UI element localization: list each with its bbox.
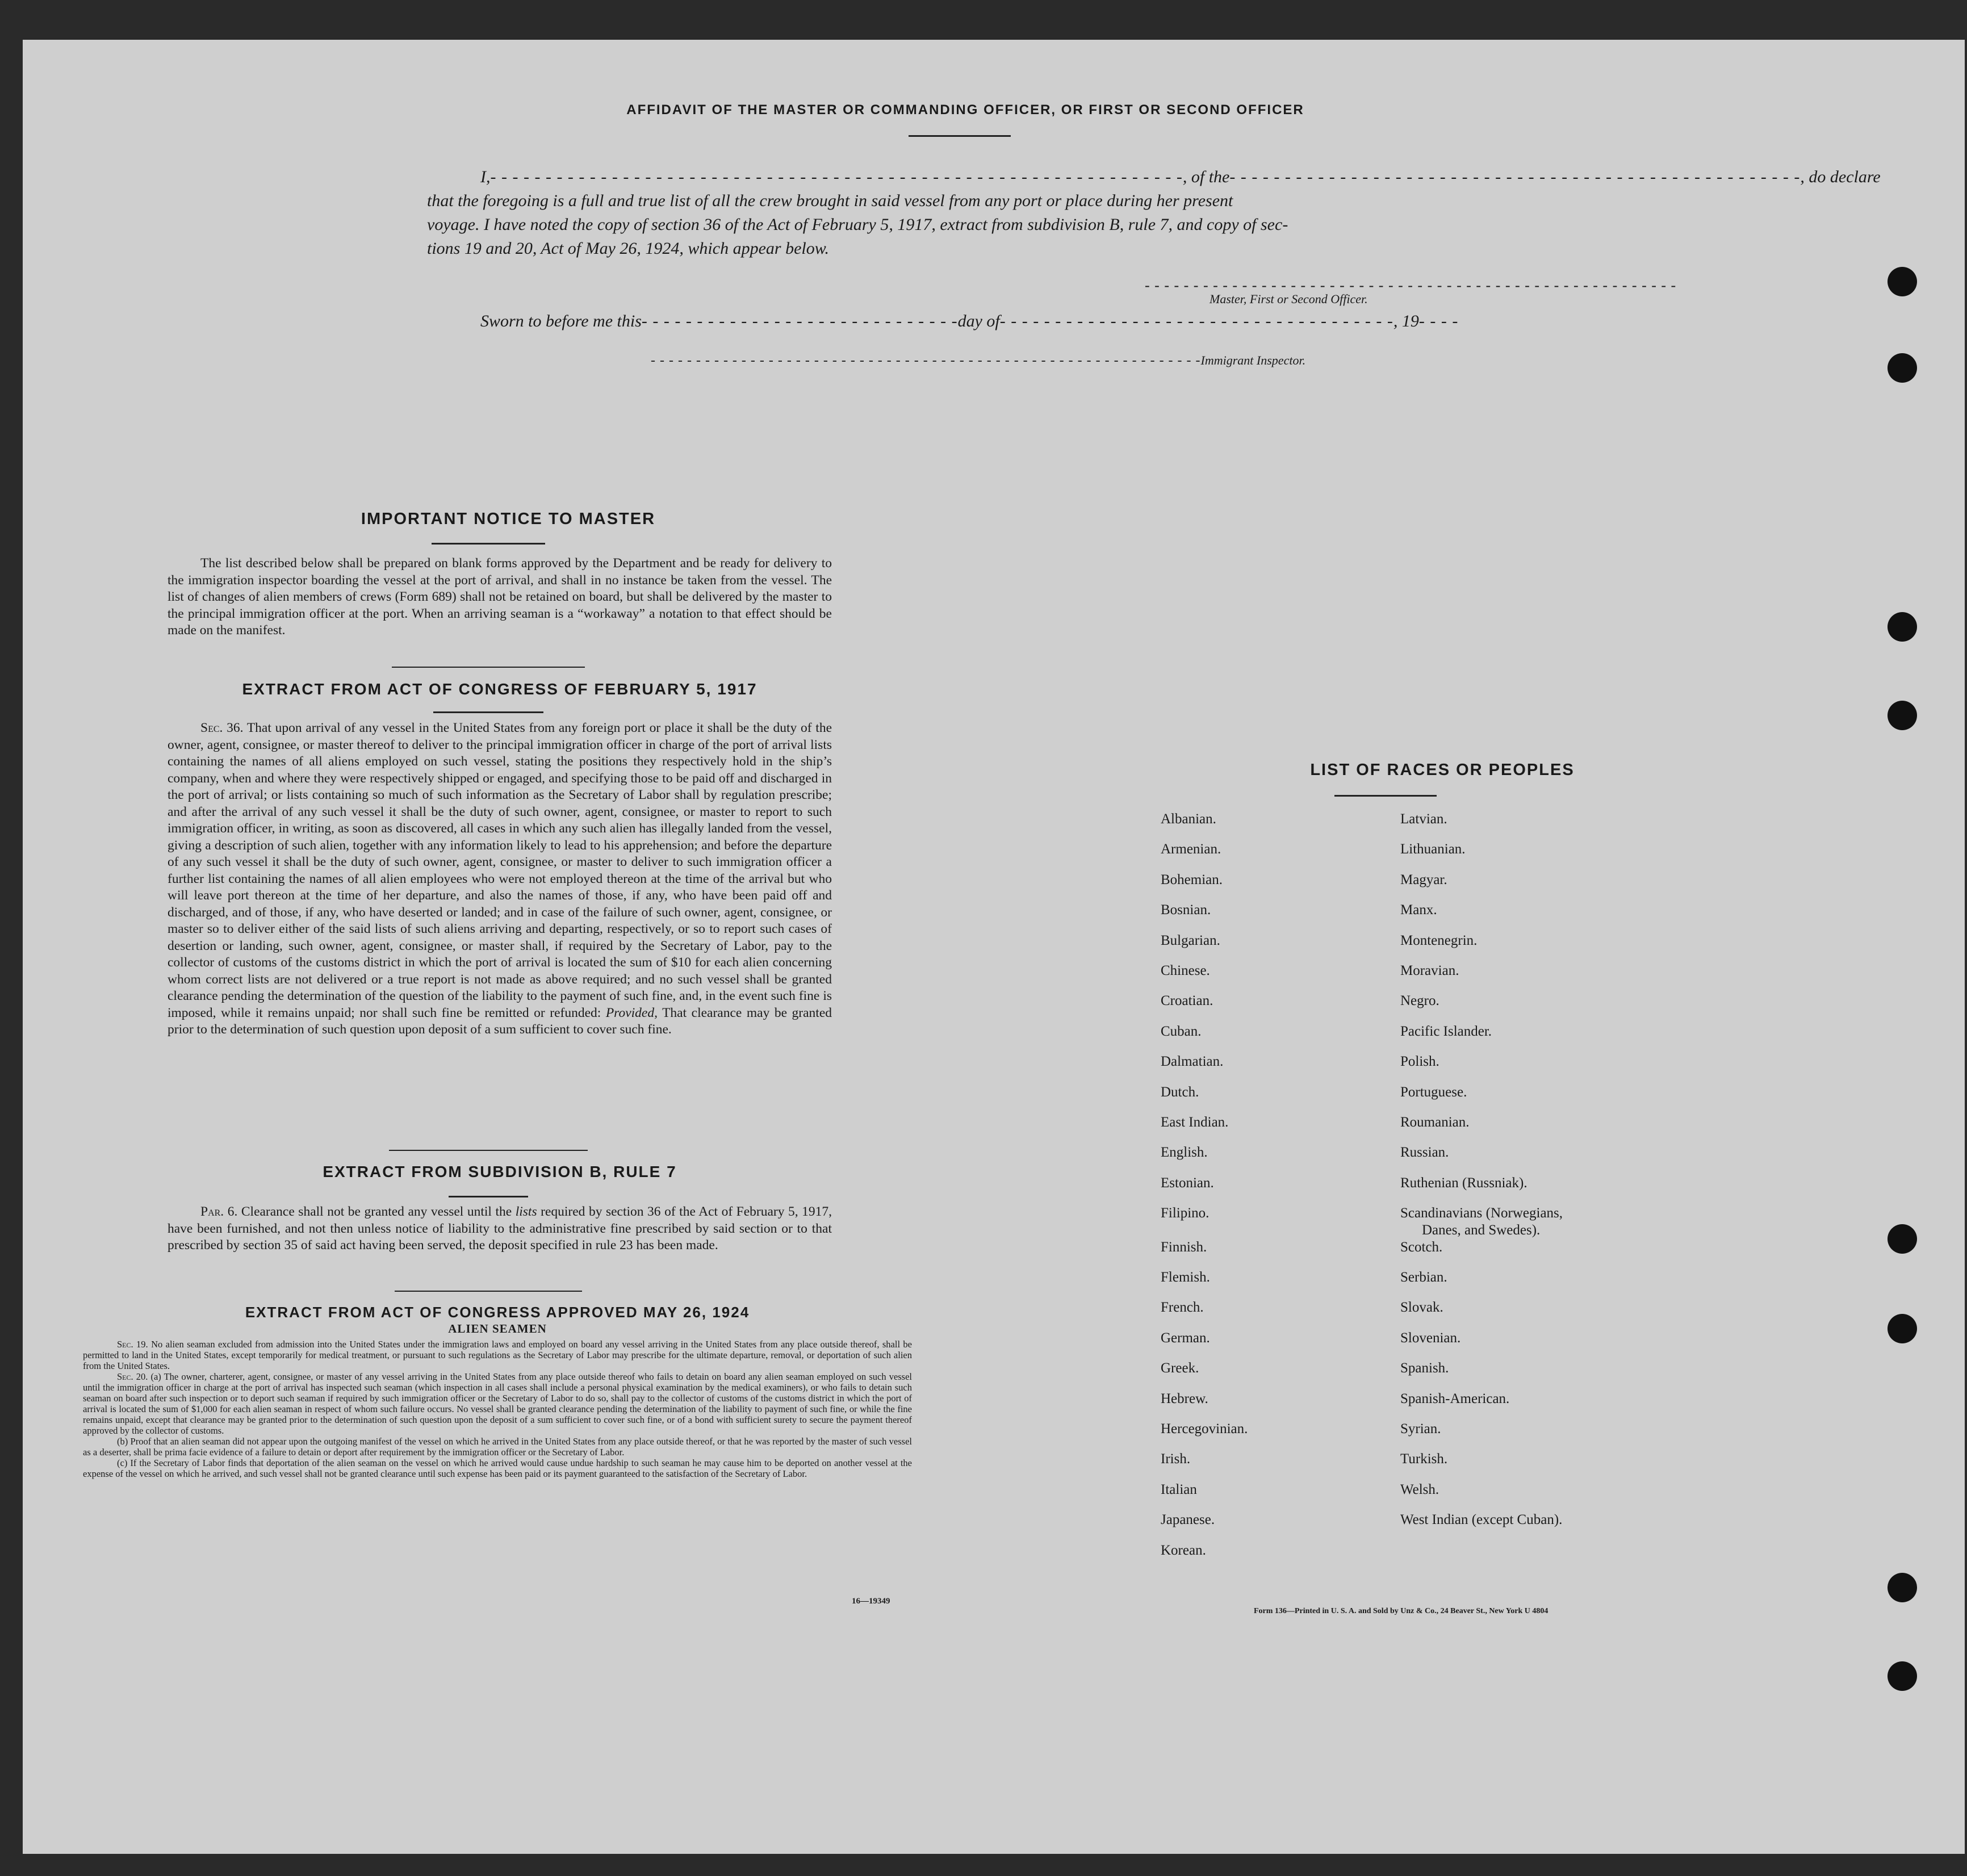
- binder-hole-2: [1888, 353, 1917, 383]
- extract-1917-divider: [389, 1150, 588, 1151]
- race-item: Spanish-American.: [1400, 1391, 1510, 1406]
- inspector-line: [651, 353, 1305, 368]
- race-item: Italian: [1161, 1481, 1197, 1497]
- race-item: Bohemian.: [1161, 872, 1223, 887]
- affidavit-do-declare: , do declare: [1800, 168, 1881, 186]
- sec-20b-paragraph: (b) Proof that an alien seaman did not appear upon the outgoing manifest of the vessel on which he arrived in the United States from any place outside thereof, or that he was reported by the master of such vessel as a deserter, shall be prima facie evidence of a failure to detain or deport after requirement by the immigration officer or the Secretary of Labor.: [83, 1436, 912, 1458]
- vessel-blank: - - - - - - - - - - - - - - - - - - - - - - - - - - - - - - - - - - - - - - - - - - - - - - - - - - - -: [1229, 168, 1801, 186]
- form-code: 16—19349: [852, 1597, 890, 1606]
- binder-hole-5: [1888, 1224, 1917, 1254]
- printer-footer: Form 136—Printed in U. S. A. and Sold by Unz & Co., 24 Beaver St., New York U 4804: [1254, 1607, 1549, 1615]
- notice-text: The list described below shall be prepared on blank forms approved by the Department and be ready for delivery to the immigration inspector boarding the vessel at the port of arrival, and shall in no instance be taken from the vessel. The list of changes of alien members of crews (Form 689) shall not be retained on board, but shall be delivered by the master to the principal immigration officer at the port. When an arriving seaman is a “workaway” a notation to that effect should be made on the manifest.: [168, 556, 832, 638]
- binder-hole-3: [1888, 612, 1917, 642]
- notice-divider: [392, 667, 585, 668]
- race-item: Negro.: [1400, 993, 1439, 1009]
- extract-1924-text: [83, 1339, 912, 1479]
- race-item: Scotch.: [1400, 1239, 1443, 1255]
- master-signature-label: Master, First or Second Officer.: [1210, 292, 1368, 306]
- sec-36-label: Sec. 36.: [200, 721, 244, 735]
- provided-word: Provided,: [605, 1005, 658, 1020]
- sec-36-body: That upon arrival of any vessel in the United States from any foreign port or place it shall be the duty of the owner, agent, consignee, or master thereof to deliver to the principal immigration officer in charge of the port of arrival lists containing the names of all aliens employed on such vessel, stating the positions they respectively hold in the ship’s company, when and where they were respectively shipped or engaged, and specifying those to be paid off and discharged in the port of arrival; or lists containing so much of such information as the Secretary of Labor shall by regulation prescribe; and after the arrival of any such vessel it shall be the duty of such owner, agent, consignee, or master to report to such immigration officer, in writing, as soon as discovered, all cases in which any such alien has illegally landed from the vessel, giving a description of such alien, together with any information likely to lead to his apprehension; and before the departure of any such vessel it shall be the duty of such owner, agent, consignee, or master to deliver to such immigration officer a further list containing the names of all alien employees who were not employed thereon at the time of the arrival but who will leave port thereon at the time of her departure, and also the names of those, if any, who have been paid off and discharged, and of those, if any, who have deserted or landed; and in case of the failure of such owner, agent, consignee, or master so to deliver either of the said lists of such aliens arriving and departing, respectively, or so to report such cases of desertion or landing, such owner, agent, consignee, or master shall, if required by the Secretary of Labor, pay to the collector of customs of the customs district in which the port of arrival is located the sum of $10 for each alien concerning whom correct lists are not delivered or a true report is not made as above required; and no such vessel shall be granted clearance pending the determination of the question of the liability to the payment of such fine, and, in the event such fine is imposed, while it remains unpaid; nor shall such fine be remitted or refunded:: [168, 721, 832, 1020]
- race-item: Estonian.: [1161, 1175, 1214, 1191]
- par-6-body-b: required by section 36 of the Act of February 5, 1917, have been furnished, and not then unless notice of liability to the administrative fine prescribed by said section or to that prescribed by section 35 of said act having been served, the deposit specified in rule 23 has been made.: [168, 1204, 832, 1253]
- binder-hole-8: [1888, 1661, 1917, 1691]
- day-blank: - - - - - - - - - - - - - - - - - - - - - - - - - - - - -: [641, 312, 958, 330]
- year-blank: - - - -: [1418, 312, 1459, 330]
- master-signature-line: - - - - - - - - - - - - - - - - - - - - - - - - - - - - - - - - - - - - - - - - - - - - - - - - - - - - - - -: [1145, 277, 1677, 294]
- race-item: East Indian.: [1161, 1115, 1229, 1130]
- notice-title-rule: [432, 543, 545, 545]
- races-title-rule: [1334, 795, 1437, 797]
- lists-word: lists: [515, 1204, 537, 1219]
- race-item: Finnish.: [1161, 1239, 1207, 1255]
- race-item: French.: [1161, 1300, 1204, 1316]
- rule7-rule: [449, 1196, 528, 1197]
- race-item: Japanese.: [1161, 1512, 1215, 1528]
- affidavit-title: AFFIDAVIT OF THE MASTER OR COMMANDING OFFICER, OR FIRST OR SECOND OFFICER: [626, 102, 1304, 118]
- binder-hole-6: [1888, 1314, 1917, 1343]
- inspector-blank: - - - - - - - - - - - - - - - - - - - - - - - - - - - - - - - - - - - - - - - - - - - - - - - - - - - - - - - - - - - - -: [651, 353, 1201, 368]
- extract-1917-title: EXTRACT FROM ACT OF CONGRESS OF FEBRUARY 5, 1917: [242, 680, 757, 698]
- race-item: English.: [1161, 1145, 1208, 1161]
- race-item: Bulgarian.: [1161, 932, 1220, 948]
- par-6-label: Par. 6.: [200, 1204, 238, 1219]
- race-item: Magyar.: [1400, 872, 1447, 887]
- sec-20-label: Sec. 20.: [117, 1371, 148, 1382]
- race-item: Latvian.: [1400, 811, 1447, 827]
- race-item: Slovak.: [1400, 1300, 1443, 1316]
- rule7-text: [168, 1204, 832, 1254]
- name-blank: - - - - - - - - - - - - - - - - - - - - - - - - - - - - - - - - - - - - - - - - - - - - - - - - - - - - - - - - - - - - - - -: [490, 168, 1183, 186]
- race-item: Dutch.: [1161, 1084, 1199, 1100]
- sworn-line: [480, 309, 1458, 334]
- race-item: Irish.: [1161, 1451, 1191, 1467]
- document-page: [23, 40, 1965, 1854]
- binder-hole-1: [1888, 267, 1917, 296]
- races-title: LIST OF RACES OR PEOPLES: [1310, 761, 1575, 779]
- race-item: Flemish.: [1161, 1270, 1210, 1285]
- race-item: Serbian.: [1400, 1270, 1447, 1285]
- extract-1917-rule: [433, 711, 543, 713]
- race-item: Polish.: [1400, 1054, 1439, 1070]
- par-6-body-a: Clearance shall not be granted any vessel until the: [241, 1204, 512, 1219]
- extract-1917-text: [168, 720, 832, 1038]
- race-item: Korean.: [1161, 1542, 1206, 1558]
- race-item: Hebrew.: [1161, 1391, 1208, 1406]
- affidavit-line-2: that the foregoing is a full and true list of all the crew brought in said vessel from any port or place during her present: [427, 191, 1233, 210]
- notice-title: IMPORTANT NOTICE TO MASTER: [361, 510, 656, 528]
- sworn-label: Sworn to before me this: [480, 312, 642, 330]
- affidavit-line-4: tions 19 and 20, Act of May 26, 1924, which appear below.: [427, 239, 830, 258]
- rule7-divider: [395, 1291, 582, 1292]
- race-item: Welsh.: [1400, 1481, 1439, 1497]
- race-item: Roumanian.: [1400, 1115, 1470, 1130]
- affidavit-i: I,: [480, 168, 491, 186]
- race-item: Bosnian.: [1161, 902, 1211, 918]
- race-item: Spanish.: [1400, 1360, 1449, 1376]
- race-item: Greek.: [1161, 1360, 1199, 1376]
- affidavit-line-1: [480, 165, 1881, 190]
- affidavit-of-the: , of the: [1182, 168, 1230, 186]
- race-item: Russian.: [1400, 1145, 1449, 1161]
- binder-hole-4: [1888, 701, 1917, 730]
- race-item: Montenegrin.: [1400, 932, 1478, 948]
- race-item: Filipino.: [1161, 1205, 1210, 1221]
- sec-20c-paragraph: (c) If the Secretary of Labor finds that deportation of the alien seaman on the vessel on which he arrived would cause undue hardship to such seaman he may cause him to be deported on another vessel at the expense of the vessel on which he arrived, and such vessel shall not be granted clearance until such expense has been paid or its payment guaranteed to the satisfaction of the Secretary of Labor.: [83, 1458, 912, 1479]
- affidavit-title-rule: [909, 135, 1011, 137]
- sec-19-body: No alien seaman excluded from admission into the United States under the immigration laws and employed on board any vessel arriving in the United States from any place outside thereof, shall be permitted to land in the United States, except temporarily for medical treatment, or pursuant to such regulations as the Secretary of Labor may prescribe for the ultimate departure, removal, or deportation of such alien from the United States.: [83, 1339, 913, 1371]
- affidavit-line-3: voyage. I have noted the copy of section 36 of the Act of February 5, 1917, extract from subdivision B, rule 7, and copy of sec-: [427, 215, 1288, 234]
- race-item: Portuguese.: [1400, 1084, 1467, 1100]
- sec-19-label: Sec. 19.: [117, 1339, 148, 1350]
- sec-20a-body: (a) The owner, charterer, agent, consignee, or master of any vessel arriving in the United States from any place outside thereof who fails to detain on board any alien seaman employed on such vessel until the immigration officer in charge at the port of arrival has inspected such seaman (which inspection in all cases shall include a personal physical examination by the medical examiners), or who fails to detain such seaman on board after such inspection or to deport such seaman if required by such immigration officer or the Secretary of Labor to do so, shall pay to the collector of customs of the customs district in which the port of arrival is located the sum of $1,000 for each alien seaman in respect of whom such failure occurs. No vessel shall be granted clearance pending the determination of the liability to payment of such fine, or while the fine remains unpaid, except that clearance may be granted prior to the determination of such question upon the deposit of a sum sufficient to cover such fine, or of a bond with sufficient surety to secure the payment thereof approved by the collector of customs.: [83, 1371, 913, 1436]
- extract-1924-title: EXTRACT FROM ACT OF CONGRESS APPROVED MAY 26, 1924: [245, 1304, 750, 1321]
- race-item: Croatian.: [1161, 993, 1213, 1009]
- alien-seamen-subtitle: ALIEN SEAMEN: [448, 1322, 547, 1335]
- race-item: Ruthenian (Russniak).: [1400, 1175, 1527, 1191]
- race-item: Armenian.: [1161, 841, 1221, 857]
- sec-36-end: That clearance may be granted prior to the determination of such question upon deposit of a sum sufficient to cover such fine.: [168, 1005, 832, 1037]
- sec-19-paragraph: [83, 1339, 912, 1371]
- race-item: Dalmatian.: [1161, 1054, 1224, 1070]
- binder-hole-7: [1888, 1573, 1917, 1602]
- year-label: , 19: [1393, 312, 1419, 330]
- race-item: Manx.: [1400, 902, 1437, 918]
- race-item: Albanian.: [1161, 811, 1216, 827]
- race-item: Turkish.: [1400, 1451, 1448, 1467]
- race-item: Danes, and Swedes).: [1422, 1222, 1541, 1238]
- race-item: West Indian (except Cuban).: [1400, 1512, 1563, 1528]
- race-item: Slovenian.: [1400, 1330, 1461, 1346]
- day-of-label: day of: [957, 312, 1000, 330]
- race-item: Hercegovinian.: [1161, 1421, 1248, 1437]
- race-item: Moravian.: [1400, 963, 1459, 978]
- race-item: German.: [1161, 1330, 1210, 1346]
- race-item: Chinese.: [1161, 963, 1210, 978]
- race-item: Pacific Islander.: [1400, 1023, 1492, 1039]
- race-item: Lithuanian.: [1400, 841, 1466, 857]
- inspector-label: Immigrant Inspector.: [1200, 353, 1306, 367]
- race-item: Syrian.: [1400, 1421, 1441, 1437]
- race-item: Cuban.: [1161, 1023, 1202, 1039]
- sec-20a-paragraph: [83, 1371, 912, 1436]
- month-blank: - - - - - - - - - - - - - - - - - - - - - - - - - - - - - - - - - - - -: [999, 312, 1393, 330]
- rule7-title: EXTRACT FROM SUBDIVISION B, RULE 7: [323, 1163, 677, 1180]
- race-item: Scandinavians (Norwegians,: [1400, 1205, 1563, 1221]
